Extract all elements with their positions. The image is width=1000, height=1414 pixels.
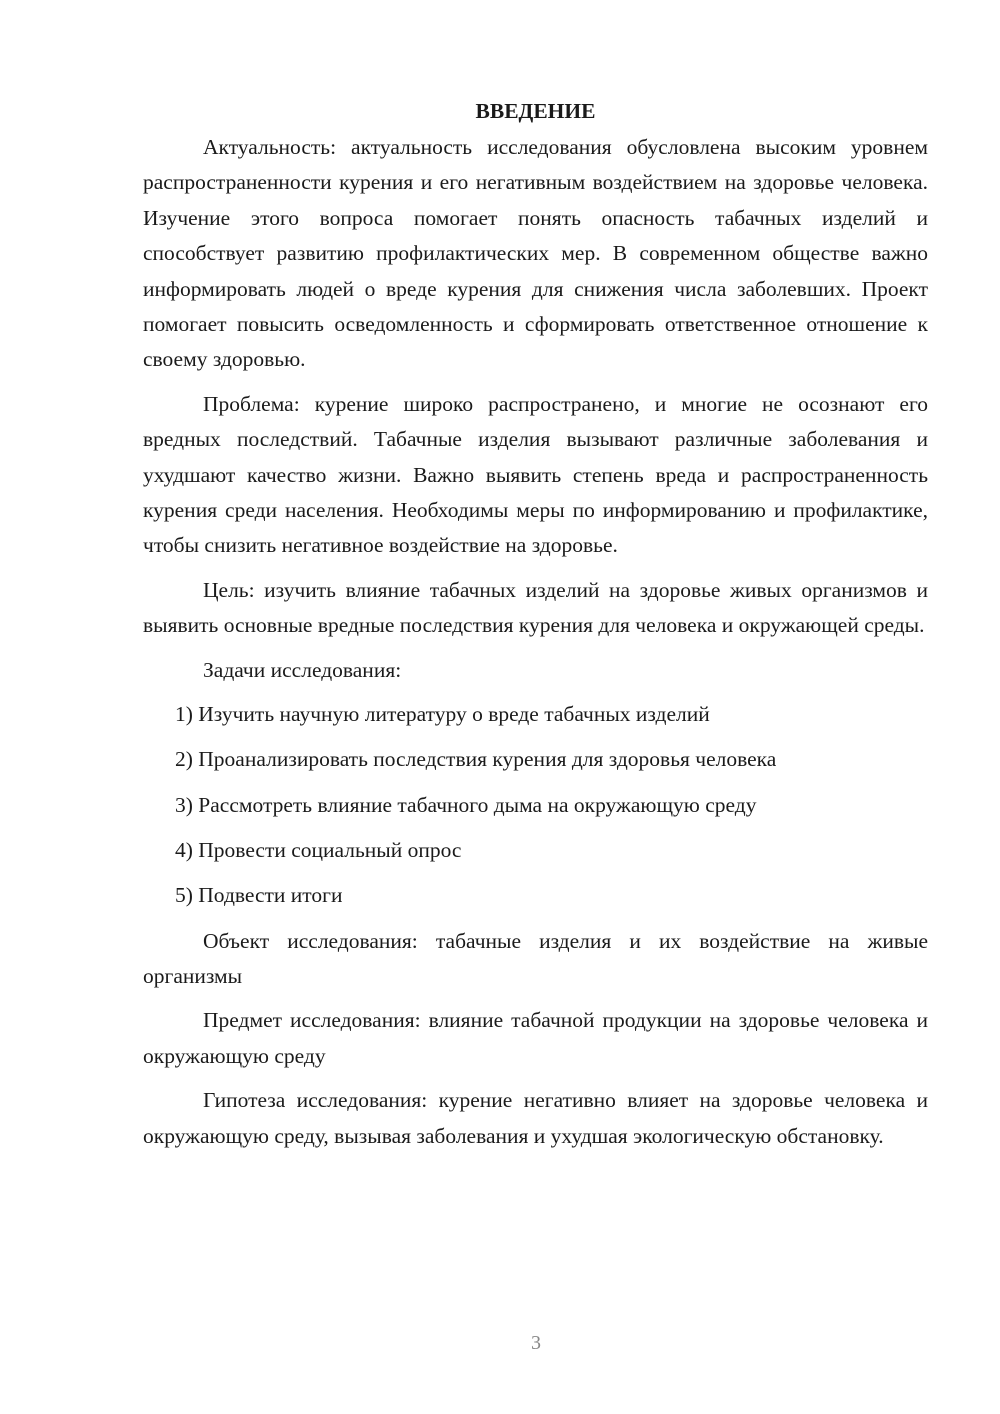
task-item: 2) Проанализировать последствия курения для здоровья человека: [175, 747, 777, 772]
task-item: 1) Изучить научную литературу о вреде табачных изделий: [175, 702, 710, 727]
hypothesis-paragraph: Гипотеза исследования: курение негативно влияет на здоровье человека и окружающую среду, вызывая заболевания и ухудшая экологическую обстановку.: [143, 1088, 928, 1148]
task-item: 3) Рассмотреть влияние табачного дыма на окружающую среду: [175, 792, 757, 817]
problem-paragraph: Проблема: курение широко распространено, и многие не осознают его вредных последствий. Табачные изделия вызывают различные заболевания и ухудшают качество жизни. Важно выявить степень вреда и распространенность курения среди населения. Необходимы меры по информированию и профилактике, чтобы снизить негативное воздействие на здоровье.: [143, 391, 928, 558]
tasks-label: Задачи исследования:: [203, 657, 402, 682]
page-number: 3: [531, 1332, 541, 1354]
goal-paragraph: Цель: изучить влияние табачных изделий на здоровье живых организмов и выявить основные вредные последствия курения для человека и окружающей среды.: [143, 577, 928, 638]
section-heading: ВВЕДЕНИЕ: [475, 99, 596, 123]
task-item: 5) Подвести итоги: [175, 883, 343, 908]
object-paragraph: Объект исследования: табачные изделия и их воздействие на живые организмы: [143, 928, 928, 988]
document-page: [143, 96, 928, 1163]
subject-paragraph: Предмет исследования: влияние табачной продукции на здоровье человека и окружающую среду: [143, 1008, 928, 1068]
task-item: 4) Провести социальный опрос: [175, 837, 462, 862]
tasks-list: [143, 697, 928, 914]
relevance-paragraph: Актуальность: актуальность исследования обусловлена высоким уровнем распространенности курения и его негативным воздействием на здоровье человека. Изучение этого вопроса помогает понять опасность табачных изделий и способствует развитию профилактических мер. В современном обществе важно информировать людей о вреде курения для снижения числа заболевших. Проект помогает повысить осведомленность и сформировать ответственное отношение к своему здоровью.: [143, 135, 928, 372]
